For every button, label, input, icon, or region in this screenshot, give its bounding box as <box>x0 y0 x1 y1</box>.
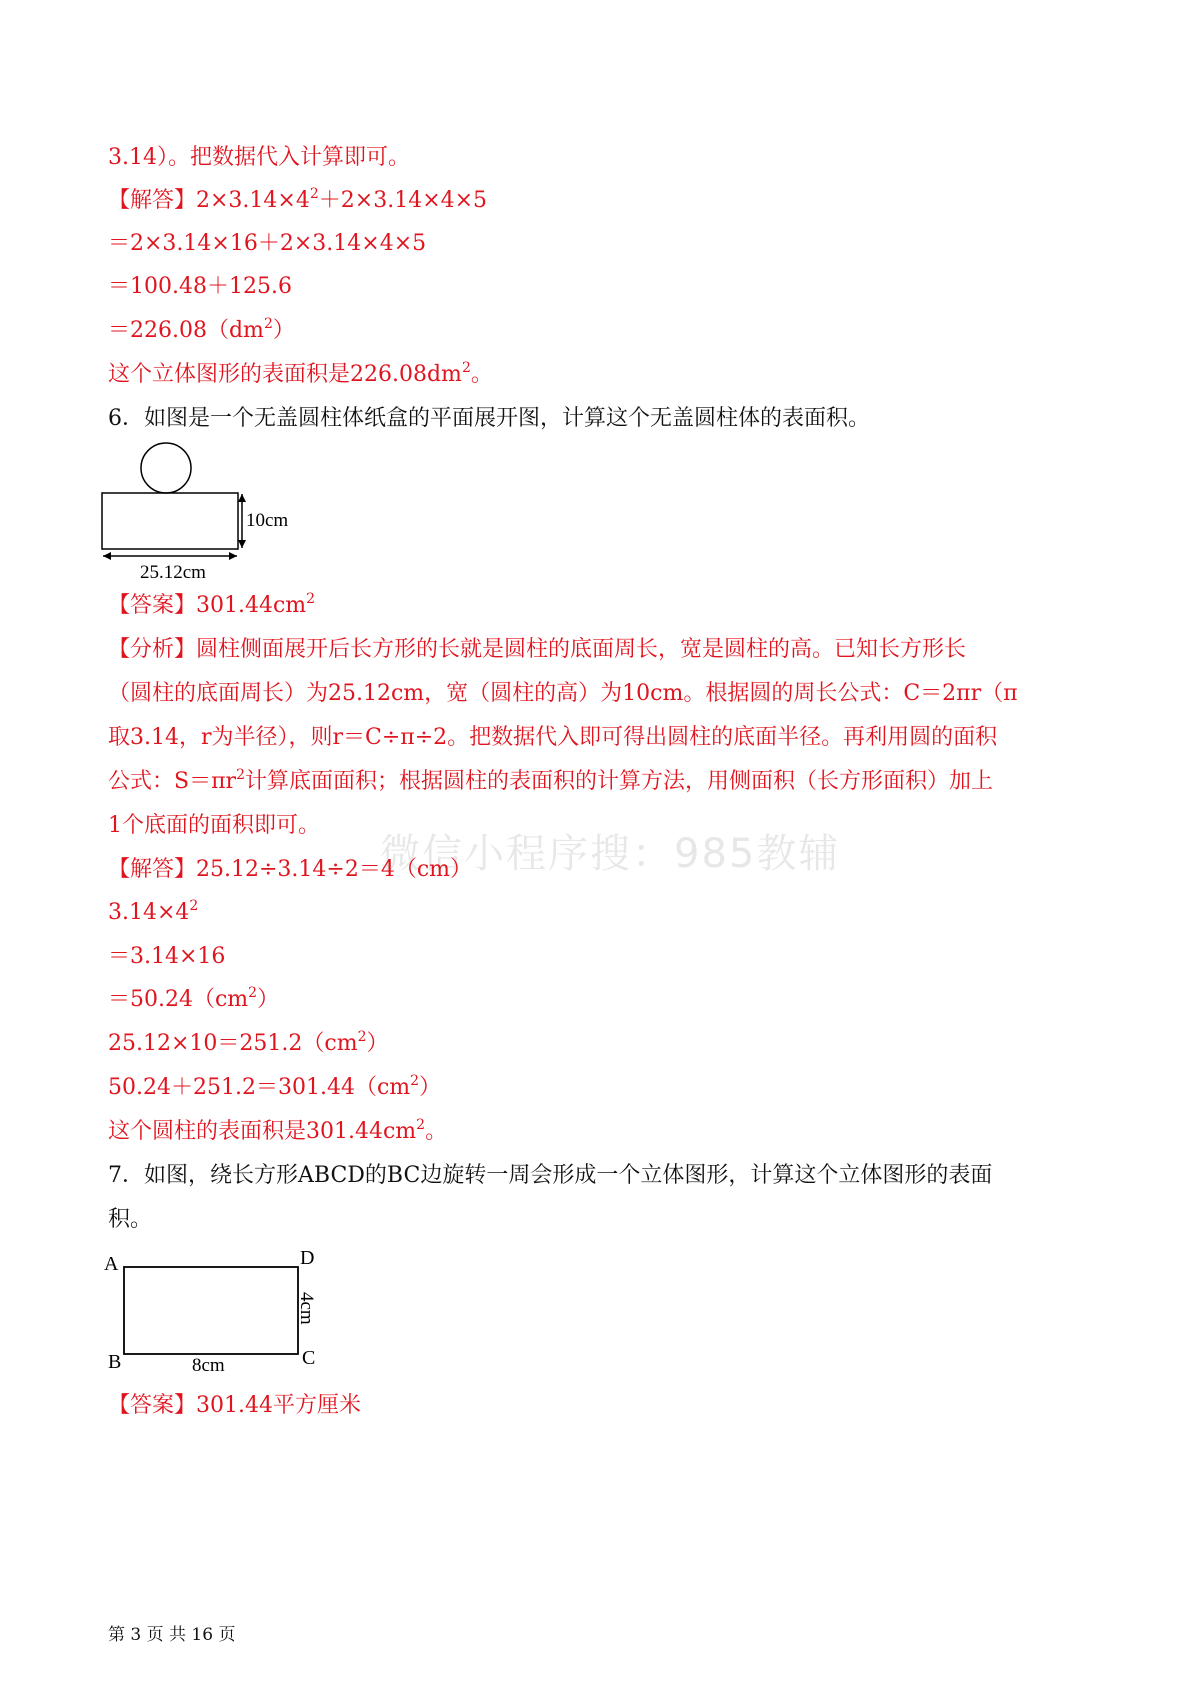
label-b: B <box>108 1351 122 1373</box>
height-label: 10cm <box>246 510 289 531</box>
question-6: 6．如图是一个无盖圆柱体纸盒的平面展开图，计算这个无盖圆柱体的表面积。 <box>108 406 870 431</box>
length-label: 25.12cm <box>140 562 206 583</box>
cylinder-net-figure <box>100 436 320 586</box>
rectangle-abcd-figure <box>100 1248 340 1378</box>
analysis-line: 公式：$S=\pi r^2$计算底面面积；根据圆柱的表面积的计算方法，用侧面积（长方形面积）加上 <box>108 767 993 794</box>
solution-line: ＝100.48＋125.6 <box>108 274 292 299</box>
text-line: 3.14）。把数据代入计算即可。 <box>108 145 410 170</box>
solution-line: 【解答】$2\times 3.14\times 4^2+2\times 3.14\times 4\times 5$ <box>108 186 488 213</box>
analysis-line: 【分析】圆柱侧面展开后长方形的长就是圆柱的底面周长，宽是圆柱的高。已知长方形长 <box>108 637 967 662</box>
rectangle <box>124 1267 298 1354</box>
solution-line: $=50.24(cm^2)$ <box>108 985 280 1012</box>
solution-line: $3.14\times 4^2$ <box>108 898 199 925</box>
page-footer: 第 3 页 共 16 页 <box>108 1625 236 1645</box>
analysis-line: （圆柱的底面周长）为25.12cm，宽（圆柱的高）为10cm。根据圆的周长公式：C＝2πr（π <box>108 681 1018 706</box>
question-7: 7．如图，绕长方形ABCD的BC边旋转一周会形成一个立体图形，计算这个立体图形的表面 <box>108 1163 993 1188</box>
answer-7: 【答案】301.44平方厘米 <box>108 1393 361 1418</box>
watermark: 微信小程序搜：985教辅 <box>380 831 841 877</box>
height-label: 4cm <box>296 1292 317 1325</box>
base-circle <box>141 443 191 493</box>
label-a: A <box>104 1253 119 1275</box>
solution-line: $50.24+251.2=301.44(cm^2)$ <box>108 1073 442 1100</box>
solution-line: ＝2×3.14×16＋2×3.14×4×5 <box>108 231 427 256</box>
solution-line: ＝3.14×16 <box>108 944 226 969</box>
question-7-cont: 积。 <box>108 1207 153 1232</box>
analysis-line: 取3.14，r为半径），则r＝C÷π÷2。把数据代入即可得出圆柱的底面半径。再利用圆的面积 <box>108 725 998 750</box>
label-d: D <box>300 1248 315 1269</box>
solution-line: $=226.08(dm^2)$ <box>108 316 295 343</box>
conclusion-line: 这个立体图形的表面积是$226.08dm^2$。 <box>108 360 493 387</box>
solution-line: $25.12\times 10=251.2(cm^2)$ <box>108 1029 389 1056</box>
lateral-rectangle <box>102 493 238 549</box>
conclusion-line: 这个圆柱的表面积是$301.44cm^2$。 <box>108 1117 448 1144</box>
width-label: 8cm <box>192 1355 225 1376</box>
answer-6: 【答案】$301.44cm^2$ <box>108 591 316 618</box>
label-c: C <box>302 1347 316 1369</box>
analysis-line: 1个底面的面积即可。 <box>108 813 320 838</box>
solution-line: 【解答】25.12÷3.14÷2＝4（cm） <box>108 857 473 882</box>
